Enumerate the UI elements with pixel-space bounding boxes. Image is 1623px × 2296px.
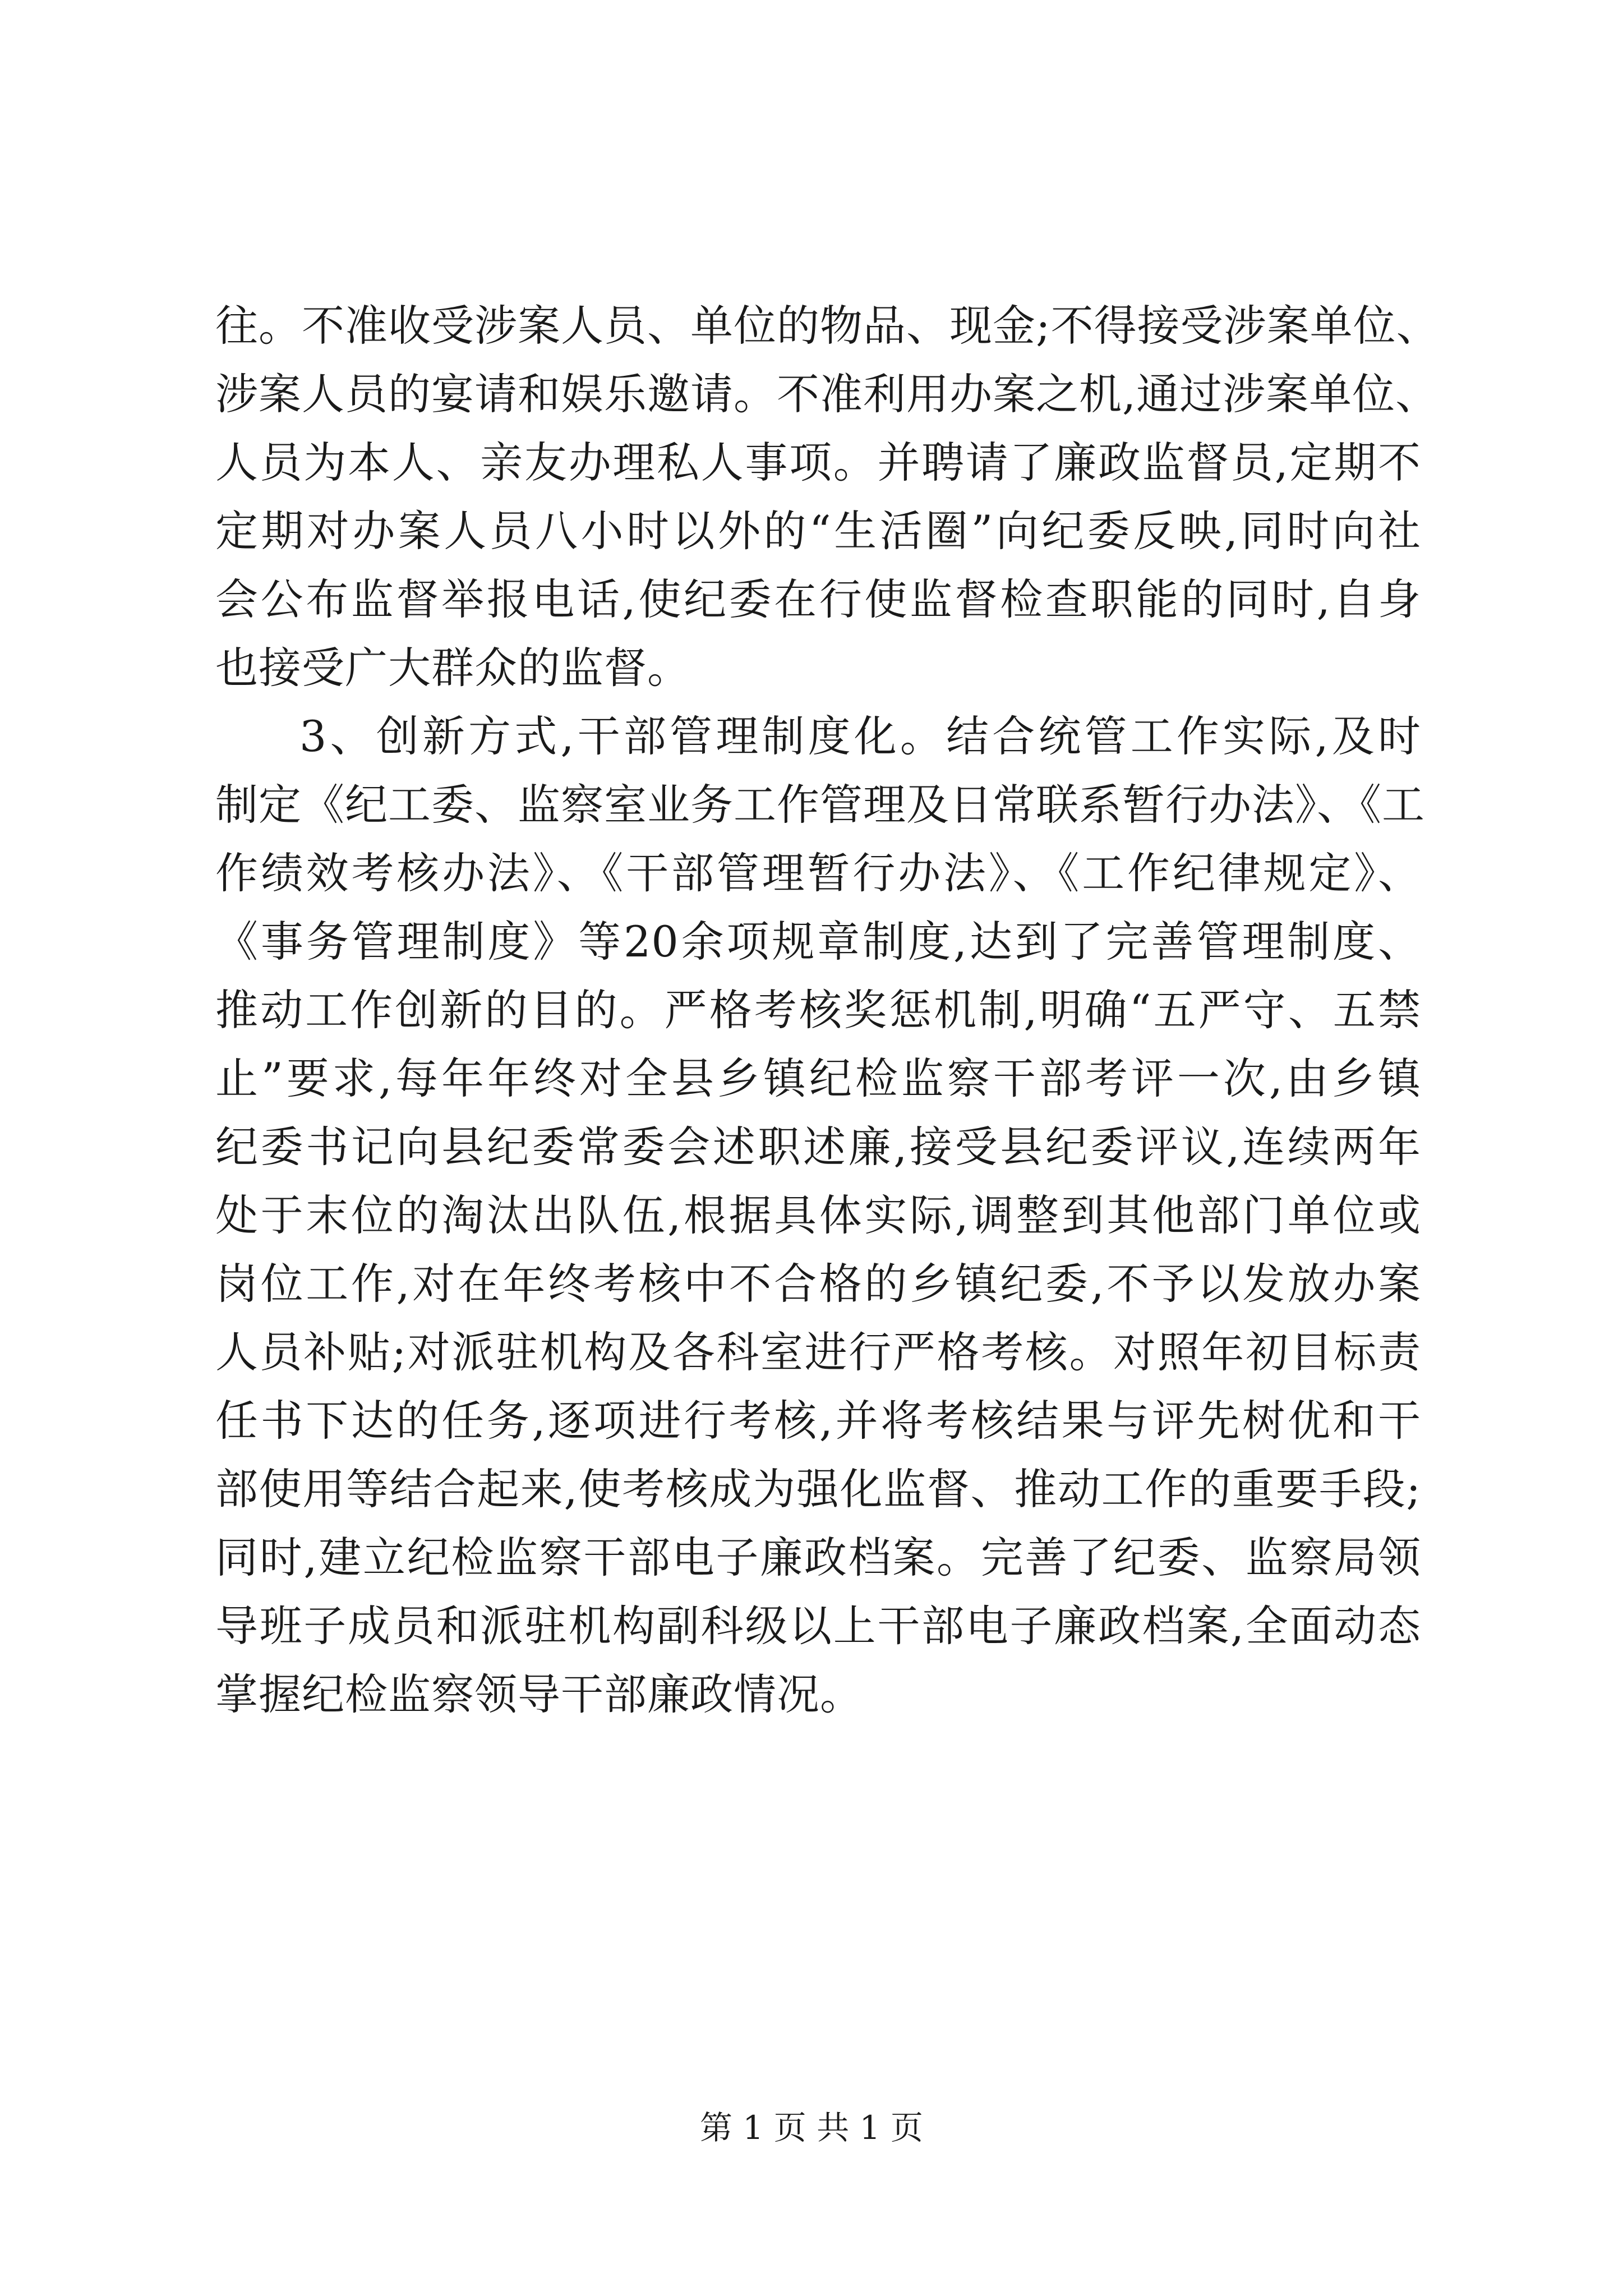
text-line: 人员补贴;对派驻机构及各科室进行严格考核。对照年初目标责 <box>215 1327 1421 1377</box>
text-line: 人员为本人、亲友办理私人事项。并聘请了廉政监督员,定期不 <box>215 438 1421 487</box>
text-line: 3、创新方式,干部管理制度化。结合统管工作实际,及时 <box>299 711 1421 761</box>
text-line: 往。不准收受涉案人员、单位的物品、现金;不得接受涉案单位、 <box>215 301 1440 351</box>
page-number: 第 1 页 共 1 页 <box>700 2109 923 2147</box>
paragraph-2 <box>215 702 1425 1729</box>
text-line: 掌握纪检监察领导干部廉政情况。 <box>215 1669 863 1719</box>
text-line: 任书下达的任务,逐项进行考核,并将考核结果与评先树优和干 <box>215 1396 1421 1446</box>
page-footer <box>0 2108 1623 2147</box>
text-line: 涉案人员的宴请和娱乐邀请。不准利用办案之机,通过涉案单位、 <box>215 369 1439 419</box>
text-line: 处于末位的淘汰出队伍,根据具体实际,调整到其他部门单位或 <box>215 1190 1421 1240</box>
text-line: 推动工作创新的目的。严格考核奖惩机制,明确“五严守、五禁 <box>215 985 1421 1035</box>
text-line: 止”要求,每年年终对全县乡镇纪检监察干部考评一次,由乡镇 <box>215 1053 1421 1103</box>
text-line: 《事务管理制度》等20余项规章制度,达到了完善管理制度、 <box>215 917 1421 967</box>
text-line: 定期对办案人员八小时以外的“生活圈”向纪委反映,同时向社 <box>215 506 1421 556</box>
text-line: 同时,建立纪检监察干部电子廉政档案。完善了纪委、监察局领 <box>215 1533 1421 1582</box>
text-line: 导班子成员和派驻机构副科级以上干部电子廉政档案,全面动态 <box>215 1601 1421 1651</box>
text-line: 部使用等结合起来,使考核成为强化监督、推动工作的重要手段; <box>215 1464 1421 1514</box>
text-line: 作绩效考核办法》、《干部管理暂行办法》、《工作纪律规定》、 <box>215 848 1421 898</box>
text-line: 制定《纪工委、监察室业务工作管理及日常联系暂行办法》、《工 <box>215 780 1425 830</box>
paragraph-1 <box>215 292 1440 702</box>
document-body <box>215 292 1440 1729</box>
text-line: 会公布监督举报电话,使纪委在行使监督检查职能的同时,自身 <box>215 574 1421 624</box>
text-line: 岗位工作,对在年终考核中不合格的乡镇纪委,不予以发放办案 <box>215 1259 1421 1309</box>
text-line: 纪委书记向县纪委常委会述职述廉,接受县纪委评议,连续两年 <box>215 1122 1421 1172</box>
text-line: 也接受广大群众的监督。 <box>215 643 690 693</box>
